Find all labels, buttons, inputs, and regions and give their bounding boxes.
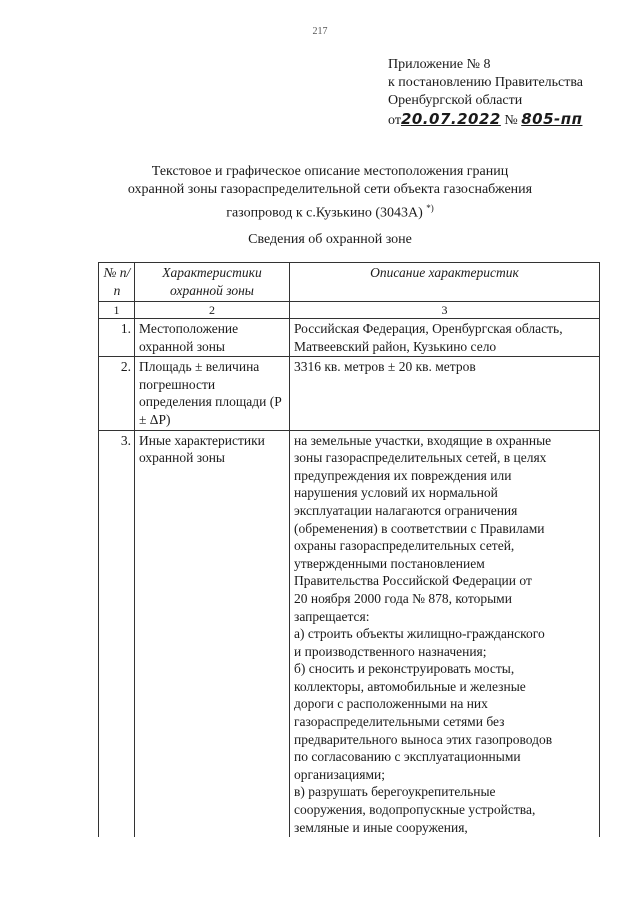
column-number-row: [99, 302, 600, 319]
row-description: Российская Федерация, Оренбургская область, Матвеевский район, Кузькино село: [290, 319, 600, 357]
description-line: зоны газораспределительных сетей, в целях: [294, 450, 547, 466]
description-line: утвержденными постановлением: [294, 555, 485, 571]
description-line: коллекторы, автомобильные и железные: [294, 678, 526, 694]
table-row: [99, 430, 600, 837]
row-characteristic: Площадь ± величина погрешности определения площади (P ± ΔP): [135, 357, 290, 430]
handwritten-number: 805-пп: [521, 110, 583, 128]
title-line-3: [60, 199, 600, 223]
title-line-1: Текстовое и графическое описание местоположения границ: [151, 164, 509, 179]
description-line: (обременения) в соответствии с Правилами: [294, 520, 545, 536]
description-line: Правительства Российской Федерации от: [294, 573, 532, 589]
document-title: [60, 163, 600, 223]
description-line: предупреждения их повреждения или: [294, 467, 512, 483]
row-number: 2.: [99, 357, 135, 430]
description-line: дороги с расположенными на них: [294, 696, 488, 712]
description-line: и производственного назначения;: [294, 643, 487, 659]
col-number-2: 2: [135, 302, 290, 319]
row-number: 3.: [99, 430, 135, 837]
description-line: по согласованию с эксплуатационными: [294, 749, 521, 765]
date-prefix: от: [388, 113, 401, 128]
appendix-date-line: [388, 110, 583, 130]
description-line: земляные и иные сооружения,: [294, 819, 468, 835]
handwritten-date: 20.07.2022: [400, 110, 501, 128]
table-row: [99, 319, 600, 357]
row-characteristic: Иные характеристики охранной зоны: [135, 430, 290, 837]
description-line: газораспределительными сетями без: [294, 714, 505, 730]
description-line: в) разрушать берегоукрепительные: [294, 784, 496, 800]
description-line: б) сносить и реконструировать мосты,: [294, 661, 515, 677]
row-characteristic: Местоположение охранной зоны: [135, 319, 290, 357]
col-number-3: 3: [290, 302, 600, 319]
header-description: Описание характеристик: [290, 263, 600, 302]
title-line-3-text: газопровод к с.Кузькино (3043А): [226, 205, 423, 221]
description-line: запрещается:: [294, 608, 370, 624]
zone-info-table: [98, 262, 600, 837]
appendix-line-3: Оренбургской области: [388, 93, 523, 108]
description-line: предварительного выноса этих газопроводов: [294, 731, 553, 747]
col-number-1: 1: [99, 302, 135, 319]
description-line: а) строить объекты жилищно-гражданского: [294, 626, 545, 642]
row-number: 1.: [99, 319, 135, 357]
header-characteristic: Характеристики охранной зоны: [135, 263, 290, 302]
row-description: 3316 кв. метров ± 20 кв. метров: [290, 357, 600, 430]
appendix-block: [388, 56, 583, 130]
table-row: [99, 357, 600, 430]
page-number: 217: [312, 26, 328, 37]
description-line: 20 ноября 2000 года № 878, которыми: [294, 590, 512, 606]
appendix-line-2: к постановлению Правительства: [388, 75, 584, 90]
description-line: сооружения, водопропускные устройства,: [294, 802, 536, 818]
section-subtitle: Сведения об охранной зоне: [248, 232, 412, 247]
title-line-2: охранной зоны газораспределительной сети объекта газоснабжения: [127, 182, 533, 197]
row-description: [290, 430, 600, 837]
description-line: на земельные участки, входящие в охранные: [294, 432, 552, 448]
footnote-mark: *): [426, 203, 434, 213]
number-sign: №: [504, 113, 518, 128]
description-line: охраны газораспределительных сетей,: [294, 538, 515, 554]
description-line: эксплуатации налагаются ограничения: [294, 502, 518, 518]
description-line: нарушения условий их нормальной: [294, 485, 498, 501]
table-header-row: [99, 263, 600, 302]
appendix-line-1: Приложение № 8: [388, 57, 491, 72]
description-line: организациями;: [294, 766, 385, 782]
header-number: № п/п: [99, 263, 135, 302]
